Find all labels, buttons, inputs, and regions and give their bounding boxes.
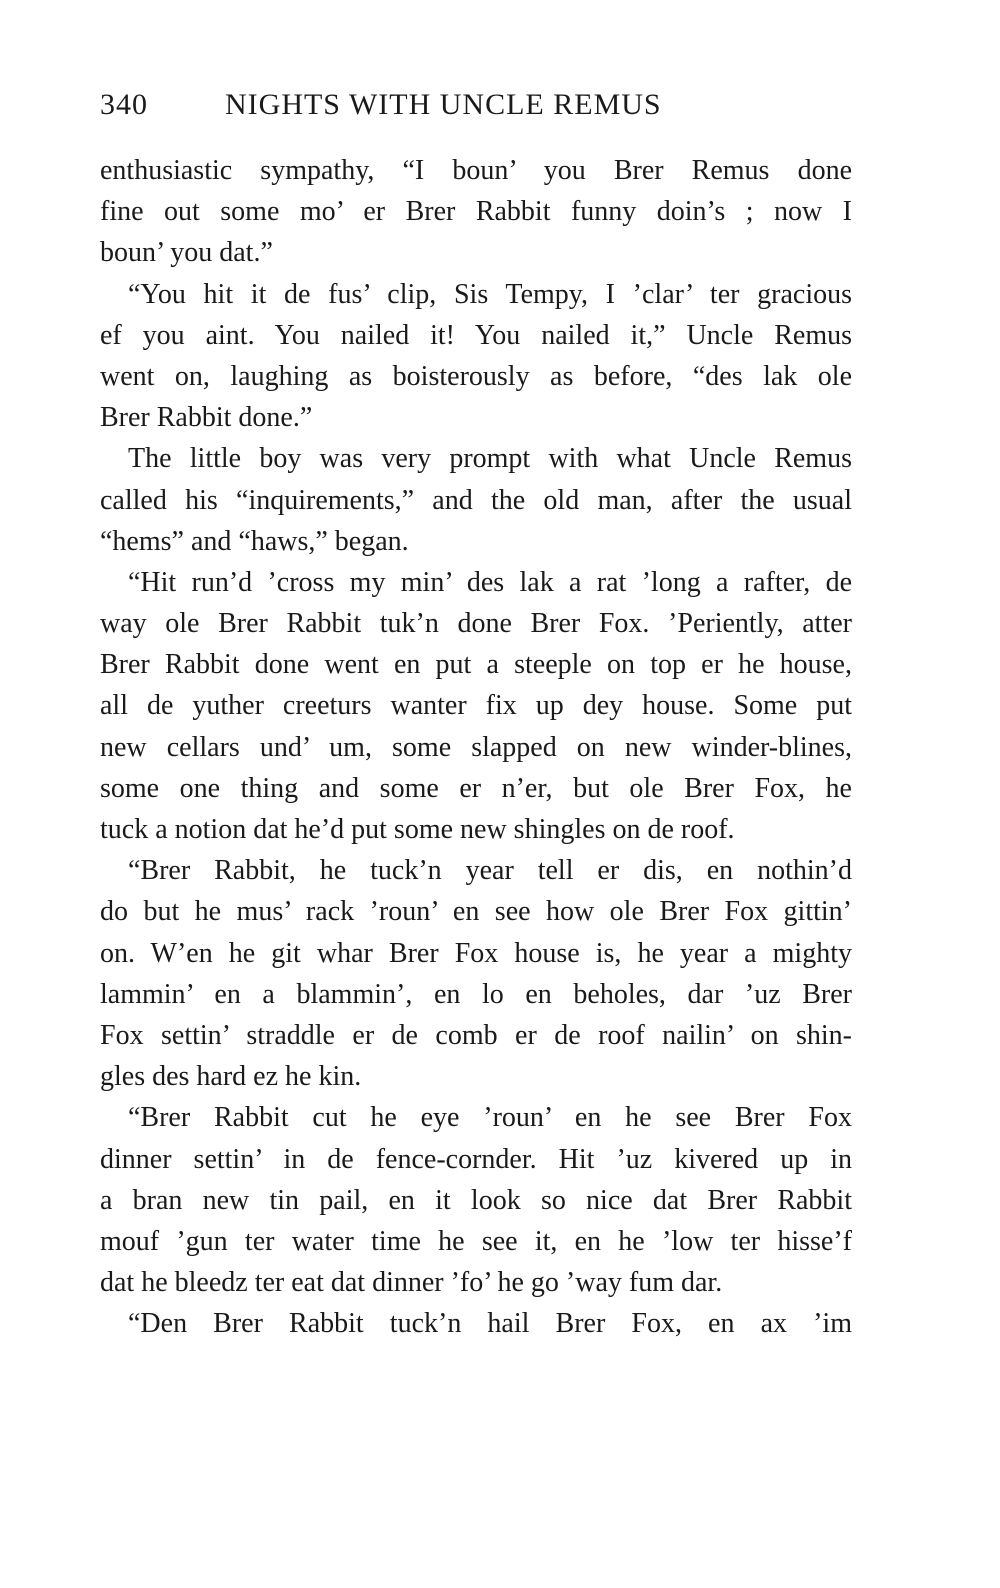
text-line: lammin’ en a blammin’, en lo en beholes, dar ’uz Brer [100, 978, 852, 1010]
paragraph [100, 1303, 852, 1344]
text-line: “hems” and “haws,” began. [100, 525, 409, 557]
text-line: went on, laughing as boisterously as before, “des lak ole [100, 360, 852, 392]
text-line: way ole Brer Rabbit tuk’n done Brer Fox. ’Periently, atter [100, 608, 852, 640]
running-head [100, 88, 860, 132]
text-line: on. W’en he git whar Brer Fox house is, he year a mighty [100, 937, 852, 969]
text-line: enthusiastic sympathy, “I boun’ you Brer Remus done [100, 155, 852, 186]
text-line: some one thing and some er n’er, but ole Brer Fox, he [100, 772, 852, 804]
text-line: “Hit run’d ’cross my min’ des lak a rat ’long a rafter, de [128, 566, 852, 598]
text-line: tuck a notion dat he’d put some new shingles on de roof. [100, 814, 735, 845]
page-number: 340 [100, 88, 148, 121]
text-line: fine out some mo’ er Brer Rabbit funny doin’s ; now I [100, 196, 852, 228]
text-line: “Brer Rabbit, he tuck’n year tell er dis, en nothin’d [128, 855, 852, 887]
paragraph [100, 274, 852, 439]
text-line: mouf ’gun ter water time he see it, en he ’low ter hisse’f [100, 1225, 852, 1257]
text-line: new cellars und’ um, some slapped on new winder-blines, [100, 731, 852, 763]
text-line: dat he bleedz ter eat dat dinner ’fo’ he go ’way fum dar. [100, 1267, 723, 1299]
text-line: called his “inquirements,” and the old man, after the usual [100, 484, 852, 516]
text-line: boun’ you dat.” [100, 237, 273, 269]
text-line: dinner settin’ in de fence-cornder. Hit ’uz kivered up in [100, 1143, 852, 1175]
text-line: a bran new tin pail, en it look so nice dat Brer Rabbit [100, 1184, 852, 1216]
text-line: The little boy was very prompt with what Uncle Remus [128, 443, 852, 475]
text-line: do but he mus’ rack ’roun’ en see how ole Brer Fox gittin’ [100, 896, 852, 928]
paragraph [100, 150, 852, 274]
text-line: “You hit it de fus’ clip, Sis Tempy, I ’clar’ ter gracious [128, 278, 852, 310]
book-title: NIGHTS WITH UNCLE REMUS [225, 88, 662, 121]
text-line: gles des hard ez he kin. [100, 1061, 362, 1093]
text-line: Fox settin’ straddle er de comb er de roof nailin’ on shin- [100, 1019, 852, 1051]
text-line: Brer Rabbit done.” [100, 402, 313, 434]
paragraph [100, 850, 852, 1097]
text-line: Brer Rabbit done went en put a steeple on top er he house, [100, 649, 852, 681]
paragraph [100, 562, 852, 850]
body-text [100, 150, 852, 1344]
text-line: “Den Brer Rabbit tuck’n hail Brer Fox, en ax ’im [128, 1308, 852, 1340]
text-line: ef you aint. You nailed it! You nailed it,” Uncle Remus [100, 319, 852, 351]
text-line: “Brer Rabbit cut he eye ’roun’ en he see Brer Fox [128, 1102, 852, 1134]
paragraph [100, 1097, 852, 1303]
text-line: all de yuther creeturs wanter fix up dey house. Some put [100, 690, 852, 722]
paragraph [100, 438, 852, 562]
